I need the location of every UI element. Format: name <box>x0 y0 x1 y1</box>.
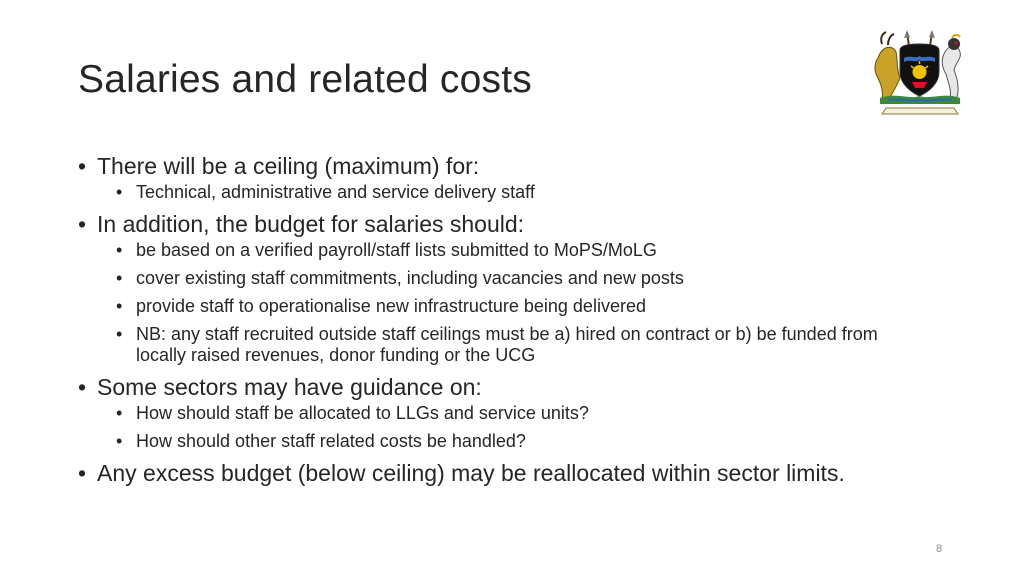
bullet-glyph: • <box>116 296 123 316</box>
sub-list-item <box>116 182 958 203</box>
bullet-glyph: • <box>116 324 123 344</box>
list-item <box>78 459 958 487</box>
sub-list-item <box>116 268 958 289</box>
list-item <box>78 152 958 180</box>
bullet-glyph: • <box>78 374 87 400</box>
sub-list <box>78 240 958 366</box>
sub-list-item <box>116 431 958 452</box>
sub-list-item-text: How should other staff related costs be handled? <box>136 431 526 451</box>
sub-list-item-text: NB: any staff recruited outside staff ceilings must be a) hired on contract or b) be funded from locally raised revenues, donor funding or the UCG <box>136 324 878 365</box>
list-item-text: Some sectors may have guidance on: <box>97 374 482 400</box>
list-item-text: In addition, the budget for salaries should: <box>97 211 525 237</box>
bullet-glyph: • <box>78 211 87 237</box>
list-item <box>78 373 958 401</box>
list-item <box>78 210 958 238</box>
sub-list-item-text: be based on a verified payroll/staff lists submitted to MoPS/MoLG <box>136 240 657 260</box>
page-title: Salaries and related costs <box>78 58 532 101</box>
bullet-list <box>78 152 958 487</box>
sub-list-item <box>116 296 958 317</box>
bullet-glyph: • <box>116 268 123 288</box>
bullet-glyph: • <box>116 182 123 202</box>
sub-list <box>78 182 958 203</box>
sub-list-item-text: Technical, administrative and service delivery staff <box>136 182 535 202</box>
sub-list-item <box>116 403 958 424</box>
sub-list-item <box>116 324 958 366</box>
sub-list <box>78 403 958 452</box>
bullet-glyph: • <box>116 431 123 451</box>
sub-list-item <box>116 240 958 261</box>
list-item-text: Any excess budget (below ceiling) may be reallocated within sector limits. <box>97 460 845 486</box>
sub-list-item-text: How should staff be allocated to LLGs and service units? <box>136 403 589 423</box>
bullet-glyph: • <box>116 403 123 423</box>
page-number: 8 <box>936 543 943 555</box>
bullet-glyph: • <box>78 460 87 486</box>
bullet-glyph: • <box>78 153 87 179</box>
sub-list-item-text: cover existing staff commitments, including vacancies and new posts <box>136 268 684 288</box>
sub-list-item-text: provide staff to operationalise new infrastructure being delivered <box>136 296 646 316</box>
coat-of-arms-icon <box>866 28 974 118</box>
bullet-glyph: • <box>116 240 123 260</box>
list-item-text: There will be a ceiling (maximum) for: <box>97 153 480 179</box>
